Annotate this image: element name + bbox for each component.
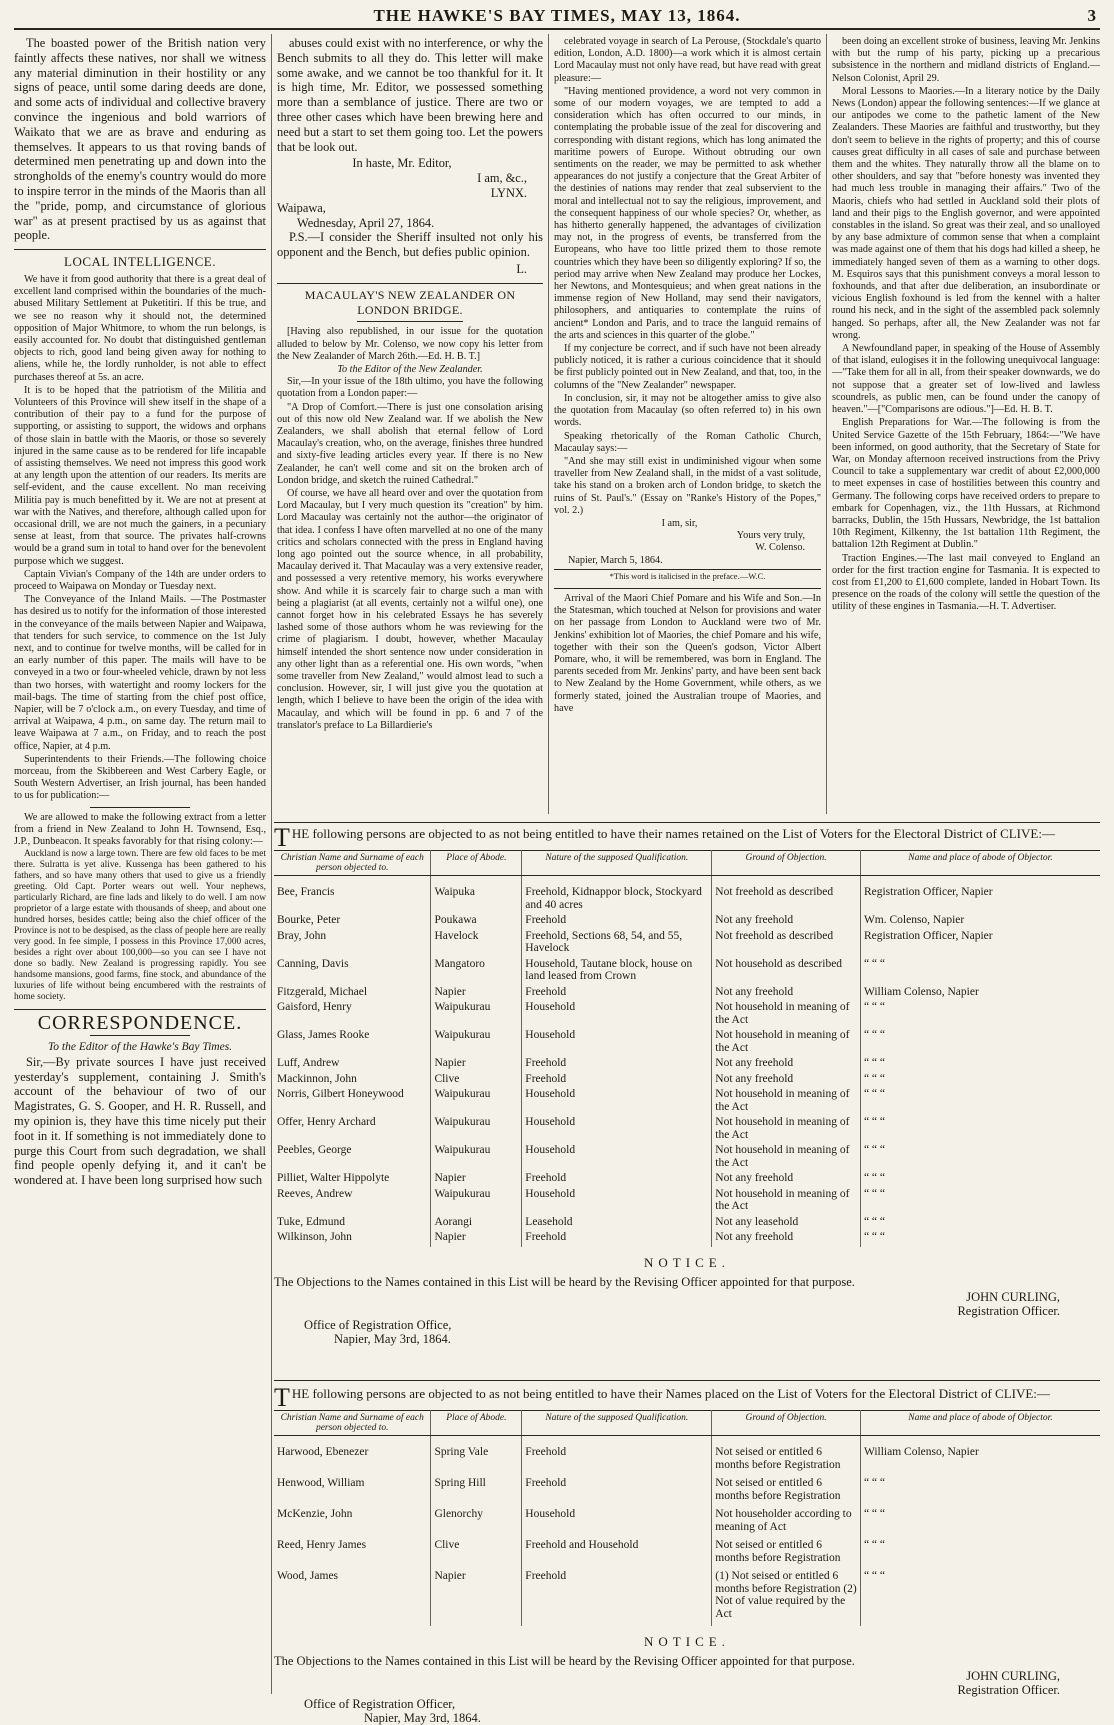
table-cell: Wm. Colenso, Napier	[863, 914, 965, 926]
table-row	[274, 914, 1100, 930]
article-paragraph: A Newfoundland paper, in speaking of the House of Assembly of that island, eulogises it in the following unequivocal language:—"Take them for all in all, from their speaker downwards, we do not suppose that a greater set of low-lived and lawless scoundrels, as public men, can be found under the canopy of heaven."—["Comparisons are odious."]—Ed. H. B. T.	[832, 343, 1100, 416]
table-cell: Household	[522, 1144, 712, 1172]
page-header	[14, 4, 1100, 30]
quoted-passage: "Having mentioned providence, a word not very common in some of our modern voyages, we are tempted to add a consideration which has often occurred to our minds, in contemplating the probable issue of the zeal for discovering and corresponding with distant regions, which has long animated the maritime powers of Europe. Without obtruding our own sentiments on the reader, we may be permitted to ask whether appearances do not justify a conjecture that the Great Arbiter of the destinies of nations may render that zeal subservient to the moral and intellectual not to say the religious, improvement, and the consequent happiness of our whole species? Or, whether, as has hitherto generally happened, the advantages of civilization may not, in the progress of events, be transferred from the Europeans, who have too little prized them to those remote countries which they have been so diligently exploring? If so, the period may arrive when New Zealand may produce her Lockes, her Newtons, and Montesquieus; and when great nations in the immense region of New Holland, may send their navigators, philosophers, and antiquaries to contemplate the ruins of ancient* London and Paris, and to trace the languid remains of the arts and sciences in this quarter of the globe."	[554, 85, 821, 341]
column-3	[554, 36, 821, 816]
table-row	[274, 1172, 1100, 1188]
column-divider	[548, 34, 549, 814]
table-cell: Not any freehold	[712, 986, 861, 1002]
table-column-header: Nature of the supposed Qualification.	[522, 1411, 712, 1436]
section-heading: LOCAL INTELLIGENCE.	[64, 254, 216, 270]
table-cell: Not household in meaning of the Act	[712, 1029, 861, 1057]
letter-close: I am, sir,	[661, 517, 698, 529]
article-paragraph: Speaking rhetorically of the Roman Catholic Church, Macaulay says:—	[554, 430, 821, 454]
table-cell: Fitzgerald, Michael	[274, 986, 431, 1002]
table-cell: “ “ “	[863, 1477, 886, 1489]
notice-intro-text: HE following persons are objected to as not being entitled to have their names retained on the List of Voters for the Electoral District of CLIVE:—	[291, 826, 1055, 841]
table-row	[274, 1029, 1100, 1057]
notice-body: The Objections to the Names contained in this List will be heard by the Revising Officer appointed for that purpose.	[274, 1274, 855, 1289]
table-cell: Reeves, Andrew	[274, 1188, 431, 1216]
table-cell: Not any freehold	[712, 1172, 861, 1188]
table-row	[274, 958, 1100, 986]
table-cell: Household	[522, 1029, 712, 1057]
table-column-header: Place of Abode.	[431, 1411, 522, 1436]
table-column-header: Name and place of abode of Objector.	[860, 1411, 1100, 1436]
table-cell: Waipukurau	[431, 1088, 522, 1116]
section-heading: MACAULAY'S NEW ZEALANDER ON LONDON BRIDGE.	[304, 287, 516, 317]
table-cell: Freehold	[522, 1446, 712, 1477]
table-cell: Not any freehold	[712, 1073, 861, 1089]
notice-intro-text: HE following persons are objected to as not being entitled to have their Names placed on the List of Voters for the Electoral District of CLIVE:—	[291, 1386, 1050, 1401]
table-cell: Freehold	[522, 1231, 712, 1247]
letter-date: Napier, March 5, 1864.	[568, 554, 663, 566]
table-cell: “ “ “	[863, 1187, 886, 1200]
column-1	[14, 36, 266, 1694]
table-row	[274, 1216, 1100, 1232]
table-cell: Napier	[431, 1172, 522, 1188]
office-name: Office of Registration Officer,	[304, 1697, 456, 1711]
table-cell: Spring Hill	[431, 1477, 522, 1508]
table-cell: Offer, Henry Archard	[274, 1116, 431, 1144]
table-column-header: Christian Name and Surname of each person objected to.	[274, 1411, 431, 1436]
letter-date: Wednesday, April 27, 1864.	[297, 215, 435, 230]
table-row	[274, 1508, 1100, 1539]
table-cell: Freehold, Sections 68, 54, and 55, Havelock	[522, 930, 712, 958]
quoted-passage: "A Drop of Comfort.—There is just one consolation arising out of this now old New Zealand war. If we abolish the New Zealanders, we shall abolish that eternal fellow of Lord Macaulay's creation, who, on the average, finishes three hundred and sixty-five leading articles every year. If there is no New Zealander, he can't well come and sit on the broken arch of London bridge, and sketch the ruined Cathedral."	[277, 401, 543, 486]
table-row	[274, 930, 1100, 958]
article-paragraph: Superintendents to their Friends.—The following choice morceau, from the Skibbereen and West Carbery Eagle, or South Western Advertiser, an Irish journal, has been handed to us for publication:—	[14, 753, 266, 802]
column-divider	[271, 34, 272, 1694]
table-cell: Pilliet, Walter Hippolyte	[274, 1172, 431, 1188]
table-row	[274, 1088, 1100, 1116]
table-cell: “ “ “	[863, 957, 886, 970]
table-column-header: Ground of Objection.	[712, 851, 861, 876]
table-cell: Napier	[431, 986, 522, 1002]
article-paragraph: Sir,—By private sources I have just received yesterday's supplement, containing J. Smith's account of the behaviour of two of our Magistrates, G. S. Gooper, and H. R. Russell, and my opinion is, they have this time nicely put their foot in it. If something is not immediately done to purge this Court from such degradation, we shall find people openly defying it, and it can't be wondered at. I have been long surprised how such	[14, 1054, 266, 1188]
article-paragraph: In conclusion, sir, it may not be altogether amiss to give also the quotation from Macaulay (so often referred to) in his own words.	[554, 392, 821, 429]
table-row	[274, 1057, 1100, 1073]
letter-close: Yours very truly,	[736, 530, 805, 542]
table-column-header: Nature of the supposed Qualification.	[522, 851, 712, 876]
table-cell: Bee, Francis	[274, 886, 431, 914]
column-2	[277, 36, 543, 816]
notice-top-rule	[274, 822, 1100, 823]
table-cell: Harwood, Ebenezer	[274, 1446, 431, 1477]
office-name: Office of Registration Office,	[304, 1317, 452, 1332]
table-cell: Bourke, Peter	[274, 914, 431, 930]
column-4	[832, 36, 1100, 816]
voter-objection-notice-1	[274, 823, 1100, 1346]
article-paragraph: If my conjecture be correct, and if such have not been already publicly noticed, it is rather a curious coincidence that it should be first publicly pointed out in New Zealand, and that, too, in the columns of the "New Zealander" newspaper.	[554, 343, 821, 391]
table-cell: Waipukurau	[431, 1001, 522, 1029]
table-cell: Waipukurau	[431, 1144, 522, 1172]
article-paragraph: been doing an excellent stroke of business, leaving Mr. Jenkins with but the rump of his party, picking up a precarious subsistence in the northern and midland districts of England.—Nelson Colonist, April 29.	[832, 36, 1100, 84]
page-number: 3	[1087, 6, 1096, 25]
table-cell: Registration Officer, Napier	[863, 929, 993, 942]
table-cell: Household	[522, 1088, 712, 1116]
table-row	[274, 1477, 1100, 1508]
signer-name: JOHN CURLING,	[966, 1669, 1060, 1683]
table-cell: Not household in meaning of the Act	[712, 1144, 861, 1172]
office-date: Napier, May 3rd, 1864.	[364, 1711, 481, 1725]
table-cell: Not any freehold	[712, 914, 861, 930]
table-row	[274, 1073, 1100, 1089]
table-cell: Henwood, William	[274, 1477, 431, 1508]
table-cell: “ “ “	[863, 1231, 886, 1243]
section-rule	[554, 588, 821, 589]
table-cell: Luff, Andrew	[274, 1057, 431, 1073]
article-paragraph: abuses could exist with no interference, or why the Bench submits to all they do. This letter will make some awake, and we cannot be too thankful for it. It is high time, Mr. Editor, we possessed something more than a semblance of justice. There are two or three other cases which have been brewing here and need but a start to set them going too. Let the powers that be look out.	[277, 36, 543, 154]
notice-word: NOTICE.	[644, 1634, 730, 1649]
table-cell: Freehold	[522, 1057, 712, 1073]
table-cell: Gaisford, Henry	[274, 1001, 431, 1029]
objection-table-2	[274, 1410, 1100, 1626]
table-cell: Waipukurau	[431, 1116, 522, 1144]
table-cell: Not household as described	[712, 958, 861, 986]
letter-signature: LYNX.	[490, 185, 527, 200]
table-cell: Tuke, Edmund	[274, 1216, 431, 1232]
notice-body: The Objections to the Names contained in this List will be heard by the Revising Officer appointed for that purpose.	[274, 1654, 855, 1668]
table-cell: Not household in meaning of the Act	[712, 1088, 861, 1116]
footnote: *This word is italicised in the preface.—W.C.	[554, 569, 821, 582]
table-cell: Not household in meaning of the Act	[712, 1188, 861, 1216]
table-cell: “ “ “	[863, 1539, 886, 1551]
notice-intro	[274, 1383, 1100, 1412]
table-cell: “ “ “	[863, 1029, 886, 1041]
article-paragraph: Arrival of the Maori Chief Pomare and his Wife and Son.—In the Statesman, which touched at Nelson for provisions and water on her passage from London to Auckland were two of Mr. Jenkins' exhibition lot of Maories, the chief Pomare and his wife, together with their son the Queen's godson, Victor Albert Pomare, who, it will be remembered, was born in England. The parents seceded from Mr. Jenkins' party, and have been sent back to New Zealand by the Home Government, while others, as we formerly stated, joined the Australian troupe of Maories, and have	[554, 592, 821, 714]
table-cell: Freehold	[522, 986, 712, 1002]
table-cell: Wilkinson, John	[274, 1231, 431, 1247]
table-cell: William Colenso, Napier	[863, 1446, 979, 1458]
quoted-passage: "And she may still exist in undiminished vigour when some traveller from New Zealand shall, in the midst of a vast solitude, take his stand on a broken arch of London bridge, to sketch the ruins of St. Paul's." (Essay on "Ranke's History of the Popes," vol. 2.)	[554, 455, 821, 516]
table-cell: Not seised or entitled 6 months before Registration	[712, 1477, 861, 1508]
table-cell: (1) Not seised or entitled 6 months before Registration (2) Not of value required by the Act	[712, 1570, 861, 1626]
voter-objection-notice-2	[274, 1383, 1100, 1725]
table-cell: Not household in meaning of the Act	[712, 1116, 861, 1144]
table-cell: Waipukurau	[431, 1029, 522, 1057]
column-divider	[826, 34, 827, 814]
table-cell: Reed, Henry James	[274, 1539, 431, 1570]
table-cell: Norris, Gilbert Honeywood	[274, 1088, 431, 1116]
section-rule	[14, 1009, 266, 1010]
table-cell: Freehold	[522, 1477, 712, 1508]
table-cell: Household	[522, 1116, 712, 1144]
article-paragraph: Captain Vivian's Company of the 14th are under orders to proceed to Waipawa on Monday or Tuesday next.	[14, 568, 266, 593]
divider	[90, 1035, 191, 1036]
table-row	[274, 1446, 1100, 1477]
table-row	[274, 1144, 1100, 1172]
table-cell: Not household in meaning of the Act	[712, 1001, 861, 1029]
article-paragraph: Moral Lessons to Maories.—In a literary notice by the Daily News (London) appear the following sentences:—If we glance at our antipodes we come to the pathetic lament of the New Zealanders. These Maories are faithful and trustworthy, but they don't seem to believe in the rights of property; and this of course causes great difficulty in all cases of sale and purchase between them and the whites. They naturally throw all the blame on to other shoulders, and say that "before honesty was invented they had much less trouble in managing their affairs." Two of the Maoris, chiefs who had settled in Auckland sold their plots of land and their pigs to the English governor, and were appointed constables in the island. So great was their zeal, and so unalloyed by any base admixture of common sense that when a complaint was made against one of them that his dogs had killed a sheep, he immediately hanged seven of them as a warning to other dogs. M. Esquiros says that this punishment conveys a moral lesson to foxhounds, and that after due deliberation, an insubordinate or vicious English foxhound is led from the kennel with a halter round his neck, and in the sight of the assembled pack solemnly hanged. So perhaps, after all, the New Zealander was not far wrong.	[832, 85, 1100, 341]
table-cell: Clive	[431, 1539, 522, 1570]
signer-name: JOHN CURLING,	[966, 1289, 1060, 1304]
table-cell: Glenorchy	[431, 1508, 522, 1539]
notice-intro	[274, 823, 1100, 852]
signer-title: Registration Officer.	[957, 1683, 1060, 1697]
table-cell: Peebles, George	[274, 1144, 431, 1172]
table-cell: “ “ “	[863, 1144, 886, 1156]
section-rule	[277, 283, 543, 284]
editor-note: [Having also republished, in our issue for the quotation alluded to below by Mr. Colenso, we now copy his letter from the New Zealander of March 26th.—Ed. H. B. T.]	[277, 326, 543, 362]
table-cell: Mackinnon, John	[274, 1073, 431, 1089]
table-cell: “ “ “	[863, 1057, 886, 1069]
table-cell: William Colenso, Napier	[863, 985, 979, 998]
table-cell: Not freehold as described	[712, 930, 861, 958]
signer-title: Registration Officer.	[957, 1303, 1060, 1318]
table-cell: “ “ “	[863, 1072, 886, 1085]
masthead-title: THE HAWKE'S BAY TIMES, MAY 13, 1864.	[373, 6, 741, 25]
table-row	[274, 1116, 1100, 1144]
table-cell: Havelock	[431, 930, 522, 958]
table-cell: Aorangi	[431, 1216, 522, 1232]
divider	[357, 321, 463, 322]
table-cell: Household, Tautane block, house on land leased from Crown	[522, 958, 712, 986]
table-column-header: Ground of Objection.	[712, 1411, 861, 1436]
table-cell: Wood, James	[274, 1570, 431, 1626]
table-cell: Freehold, Kidnappor block, Stockyard and 40 acres	[522, 886, 712, 914]
table-cell: Napier	[431, 1231, 522, 1247]
article-paragraph: English Preparations for War.—The following is from the United Service Gazette of the 15th February, 1864:—"We have been informed, on good authority, that the Secretary of State for War, on Monday afternoon received instructions from the Privy Council to take a supplementary war credit of about £2,000,000 to meet expenses in case of hostilities between this country and Germany. The following corps have received orders to prepare to embark for Copenhagen, viz., the 11th Hussars, at Richmond barracks, Dublin, the 15th Hussars, Newbridge, the 1st battalion 10th Regiment, Kilkenny, the 1st battalion 11th Regiment, the battalion 12th Regiment at Dublin."	[832, 417, 1100, 551]
table-cell: Household	[522, 1188, 712, 1216]
table-column-header: Place of Abode.	[431, 851, 522, 876]
table-cell: “ “ “	[863, 1116, 886, 1128]
table-cell: Not any leasehold	[712, 1216, 861, 1232]
table-cell: Not seised or entitled 6 months before Registration	[712, 1446, 861, 1477]
table-cell: Not seised or entitled 6 months before Registration	[712, 1539, 861, 1570]
table-cell: “ “ “	[863, 1088, 886, 1100]
notice-separator	[274, 1380, 1100, 1381]
letter-addressee: To the Editor of the New Zealander.	[337, 363, 483, 375]
letter-close: I am, &c.,	[477, 171, 527, 186]
table-cell: Clive	[431, 1073, 522, 1089]
article-paragraph: Of course, we have all heard over and over the quotation from Lord Macaulay, but I very much question its "creation" by him. Lord Macaulay was certainly not the author—the originator of that idea. I confess I have often marvelled at no one of the many critics and scholars connected with the press in England having long ago pointed out the source whence, in all probability, Macaulay derived it. That Macaulay was a very extensive reader, and possessed a very retentive memory, his works everywhere show. And while it is scarcely fair to charge such a man with being a plagiarist (at all events, certainly not a wilful one), one cannot forget how in his celebrated Essays he has severely lashed some of those authors whom he was reviewing for the crime of plagiarism. I doubt, however, whether Macaulay himself intended the short sentence now under consideration in any other light than as a referential one. His own words, "when some traveller from New Zealand," would almost lead to such a conclusion. However, sir, I will just give you the quotation at length, which I believe to have been the origin of the idea with Macaulay, and which will be found in pp. 6 and 7 of the translator's preface to La Billardierie's	[277, 487, 543, 731]
letter-signature: W. Colenso.	[755, 542, 805, 554]
letter-addressee: To the Editor of the Hawke's Bay Times.	[47, 1041, 233, 1054]
table-cell: Poukawa	[431, 914, 522, 930]
table-cell: Glass, James Rooke	[274, 1029, 431, 1057]
section-rule	[14, 249, 266, 250]
table-row	[274, 886, 1100, 914]
postscript-signature: L.	[516, 261, 527, 276]
table-column-header: Name and place of abode of Objector.	[860, 851, 1100, 876]
table-cell: Not freehold as described	[712, 886, 861, 914]
table-cell: Freehold	[522, 1172, 712, 1188]
objection-table-1	[274, 850, 1100, 1247]
article-paragraph: The boasted power of the British nation very faintly affects these natives, nor shall we witness any material diminution in their hostility or any signs of peace, until some daring deeds are done, and some acts of individual and collective bravery convince the ingenious and bold warriors of Waikato that we are as brave and enduring as themselves. It appears to us that roving bands of determined men penetrating up and down into the strongholds of the enemy's country would do more to inspire terror in the minds of the Maoris than all the "pride, pomp, and circumstance of glorious war" as at present practised by us as against that people.	[14, 36, 266, 243]
divider	[90, 807, 191, 808]
article-paragraph: The Conveyance of the Inland Mails. —The Postmaster has desired us to notify for the information of those interested in the conveyance of the mails between Napier and Waipawa, that tenders for such service, to commence on the 1st July next, and to continue for twelve months, will be called for in an early number of this paper. The mails will have to be conveyed in a two or four-wheeled vehicle, drawn by not less than two horses, with watertight and roomy lockers for the mail-bags. The time of starting from the chief post office, Napier, will be 7 o'clock a.m., on every Tuesday, and time of arrival at Waipawa, 4 p.m., on same day. The return mail to leave Waipawa at 7 a.m., on Friday, and to reach the post office, Napier, at 4 p.m.	[14, 594, 266, 752]
section-heading: CORRESPONDENCE.	[37, 1012, 243, 1035]
table-cell: Household	[522, 1001, 712, 1029]
table-row	[274, 1539, 1100, 1570]
table-cell: “ “ “	[863, 1172, 886, 1184]
table-cell: Freehold	[522, 1073, 712, 1089]
table-cell: Canning, Davis	[274, 958, 431, 986]
table-cell: “ “ “	[863, 1215, 886, 1228]
table-row	[274, 1231, 1100, 1247]
article-paragraph: We are allowed to make the following extract from a letter from a friend in New Zealand to John H. Townsend, Esq., J.P., Dunbeacon. It speaks favorably for that rising colony:—	[14, 811, 266, 848]
table-cell: Napier	[431, 1570, 522, 1626]
article-paragraph: Traction Engines.—The last mail conveyed to England an order for the first traction engine for Tasmania. It is expected to cost from £1,200 to £1,600 complete, landed in Hobart Town. Its presence on the roads of the colony will settle the question of the utility of these engines in Tasmania.—H. T. Advertiser.	[832, 552, 1100, 613]
article-paragraph: We have it from good authority that there is a great deal of excellent land comprised within the boundaries of the much-abused Military Settlement at Puketitiri. If this be true, and we see no reason why it should not, the determined opposition of Major Whitmore, to whom the run belongs, is easily accounted for. No doubt that distinguished gentleman objects to rich, good land being given away for nothing to aliens, while he, the lordly runholder, is not able to effect purchases thereof at 5s. an acre.	[14, 273, 266, 383]
table-cell: Waipukurau	[431, 1188, 522, 1216]
table-cell: Spring Vale	[431, 1446, 522, 1477]
letter-place: Waipawa,	[277, 200, 326, 215]
table-cell: Freehold and Household	[522, 1539, 712, 1570]
table-column-header: Christian Name and Surname of each person objected to.	[274, 851, 431, 876]
table-row	[274, 986, 1100, 1002]
quoted-letter: Auckland is now a large town. There are few old faces to be met there. Sulratta is yet alive. Kussenga has been gathered to his fathers, and so have many others that used to give us a friendly greeting. Old Capt. Porter wears out well. Your nephews, particularly Richard, are fine lads and likely to do well. I am now proprietor of a large estate with thousands of sheep, and about one hundred horses, besides cattle; being also the chief officer of the Province is not to be despised, as the class of people here are really very good. In fee simple, I possess in this Province 17,000 acres, besides a right over about 100,000—so you can see I have not done so badly. New Zealand is progressing rapidly. You see handsome mansions, good farms, fine stock, and abundance of the luxuries of life without being encumbered with the restraints of home society.	[14, 849, 266, 1003]
article-paragraph: celebrated voyage in search of La Perouse, (Stockdale's quarto edition, London, A.D. 1800)—a work which it is almost certain Lord Macaulay must not only have read, but have read with great pleasure:—	[554, 36, 821, 84]
table-cell: “ “ “	[863, 1570, 886, 1582]
table-cell: Not any freehold	[712, 1057, 861, 1073]
table-cell: Registration Officer, Napier	[863, 886, 993, 898]
table-row	[274, 1570, 1100, 1626]
article-paragraph: It is to be hoped that the patriotism of the Militia and Volunteers of this Province will shew itself in the shape of a contribution of their pay to a fund for the purpose of supporting, or assisting to support, the widows and orphans of those slain in battle with the Maoris, or those so severely injured in the same cause as to be rendered for life incapable of assisting themselves. We need not impress this good work at any length upon the attention of our readers. Its merits are self-evident, and the cause excellent. No man receiving Militia pay is much benefitted by it. We are not at present at war with the Natives, and therefore, although called upon for occasional drill, we are not much the gainers, in a pecuniary sense at least, from that source. The privates half-crowns would be a grand sum in total to hand over for the benevolent purpose which we suggest.	[14, 384, 266, 567]
table-cell: Leasehold	[522, 1216, 712, 1232]
table-cell: Freehold	[522, 914, 712, 930]
table-row	[274, 1001, 1100, 1029]
table-cell: Household	[522, 1508, 712, 1539]
table-row	[274, 1188, 1100, 1216]
table-cell: “ “ “	[863, 1001, 886, 1013]
table-cell: “ “ “	[863, 1508, 886, 1520]
table-cell: Mangatoro	[431, 958, 522, 986]
drop-cap: T	[274, 1383, 290, 1412]
notice-word: NOTICE.	[644, 1254, 730, 1270]
table-cell: Not householder according to meaning of Act	[712, 1508, 861, 1539]
postscript: P.S.—I consider the Sheriff insulted not only his opponent and the Bench, but defies public opinion.	[277, 230, 543, 260]
letter-close: In haste, Mr. Editor,	[352, 156, 452, 171]
table-cell: Bray, John	[274, 930, 431, 958]
table-cell: Waipuka	[431, 886, 522, 914]
table-cell: Napier	[431, 1057, 522, 1073]
article-paragraph: Sir,—In your issue of the 18th ultimo, you have the following quotation from a London paper:—	[277, 376, 543, 400]
table-cell: Freehold	[522, 1570, 712, 1626]
table-cell: McKenzie, John	[274, 1508, 431, 1539]
drop-cap: T	[274, 823, 290, 852]
table-cell: Not any freehold	[712, 1231, 861, 1247]
office-date: Napier, May 3rd, 1864.	[334, 1331, 451, 1346]
